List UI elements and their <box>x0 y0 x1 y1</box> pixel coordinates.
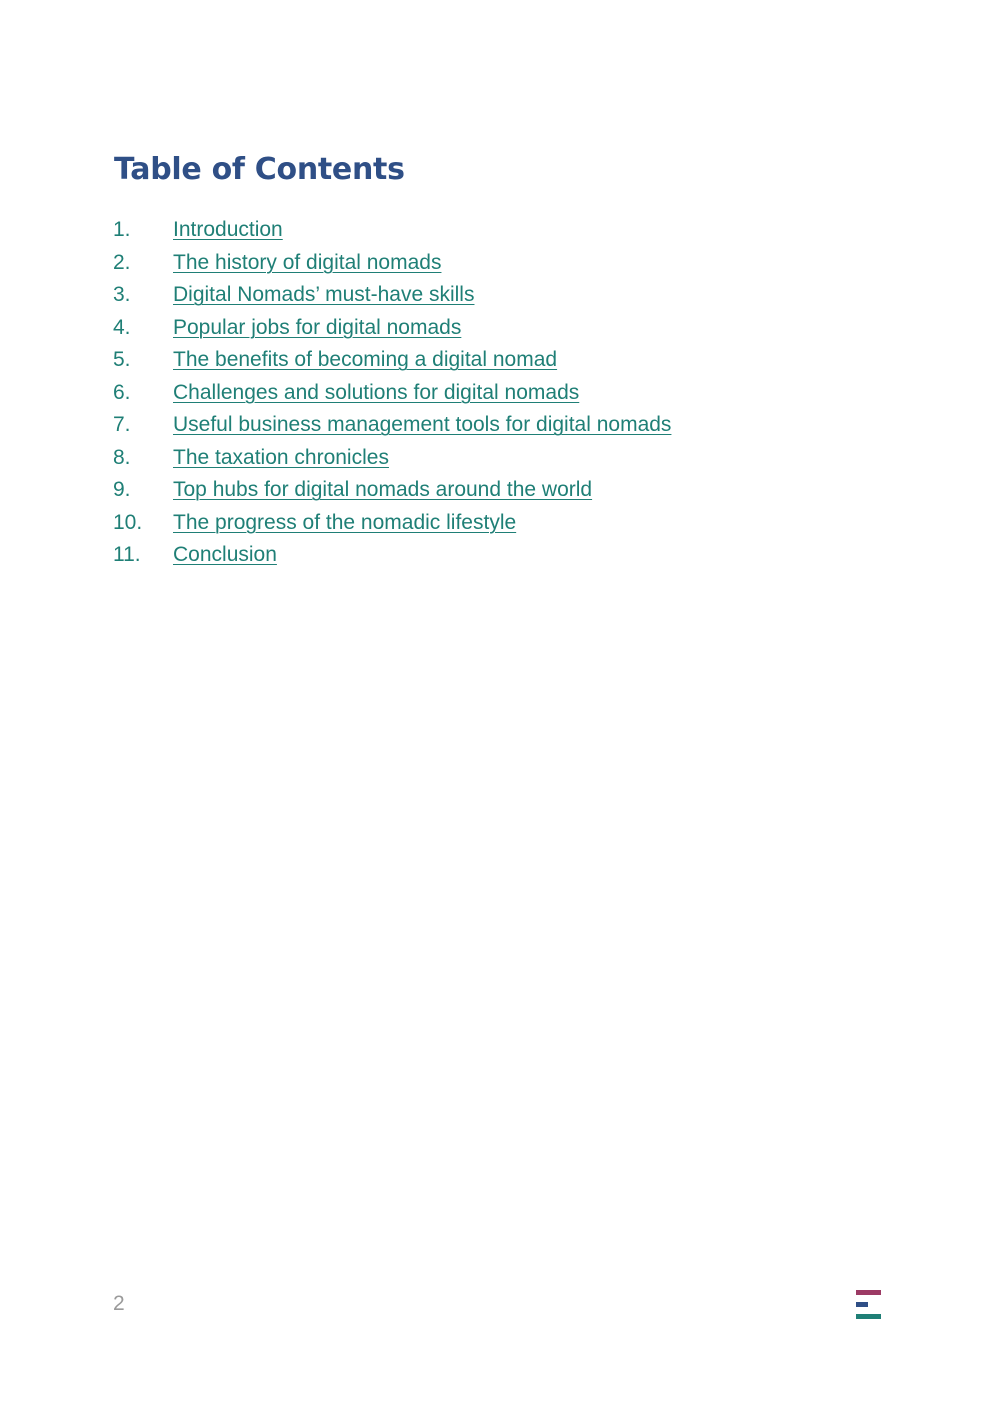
toc-item-challenges <box>113 377 671 410</box>
toc-item-progress <box>113 507 671 540</box>
logo-bar-middle <box>856 1302 868 1307</box>
toc-item-introduction <box>113 214 671 247</box>
toc-link-taxation[interactable]: The taxation chronicles <box>173 445 389 469</box>
toc-item-skills <box>113 279 671 312</box>
toc-item-jobs <box>113 312 671 345</box>
toc-item-number: 10. <box>113 510 143 534</box>
logo-bar-top <box>856 1290 881 1295</box>
toc-item-number: 3. <box>113 283 131 307</box>
toc-link-introduction[interactable]: Introduction <box>173 218 283 242</box>
table-of-contents <box>113 214 671 572</box>
toc-link-hubs[interactable]: Top hubs for digital nomads around the world <box>173 478 593 502</box>
toc-item-number: 5. <box>113 348 131 372</box>
brand-logo-icon <box>856 1290 882 1320</box>
toc-link-progress[interactable]: The progress of the nomadic lifestyle <box>173 510 517 534</box>
toc-item-number: 8. <box>113 445 131 469</box>
toc-link-benefits[interactable]: The benefits of becoming a digital nomad <box>173 348 558 372</box>
toc-item-number: 9. <box>113 478 131 502</box>
toc-item-benefits <box>113 344 671 377</box>
toc-item-number: 1. <box>113 218 131 242</box>
toc-link-challenges[interactable]: Challenges and solutions for digital nomads <box>173 380 580 404</box>
toc-link-tools[interactable]: Useful business management tools for digital nomads <box>173 413 672 437</box>
toc-item-hubs <box>113 474 671 507</box>
toc-link-skills[interactable]: Digital Nomads’ must-have skills <box>173 283 475 307</box>
toc-item-conclusion <box>113 539 671 572</box>
toc-item-taxation <box>113 442 671 475</box>
toc-link-conclusion[interactable]: Conclusion <box>173 543 277 567</box>
toc-item-number: 11. <box>113 543 141 567</box>
page-title: Table of Contents <box>114 152 405 187</box>
toc-link-history[interactable]: The history of digital nomads <box>173 250 442 274</box>
toc-item-number: 4. <box>113 315 131 339</box>
toc-item-tools <box>113 409 671 442</box>
toc-item-number: 6. <box>113 380 131 404</box>
logo-bar-bottom <box>856 1314 881 1319</box>
toc-link-jobs[interactable]: Popular jobs for digital nomads <box>173 315 462 339</box>
toc-item-number: 2. <box>113 250 131 274</box>
toc-item-history <box>113 247 671 280</box>
toc-item-number: 7. <box>113 413 131 437</box>
page-number: 2 <box>113 1292 125 1315</box>
